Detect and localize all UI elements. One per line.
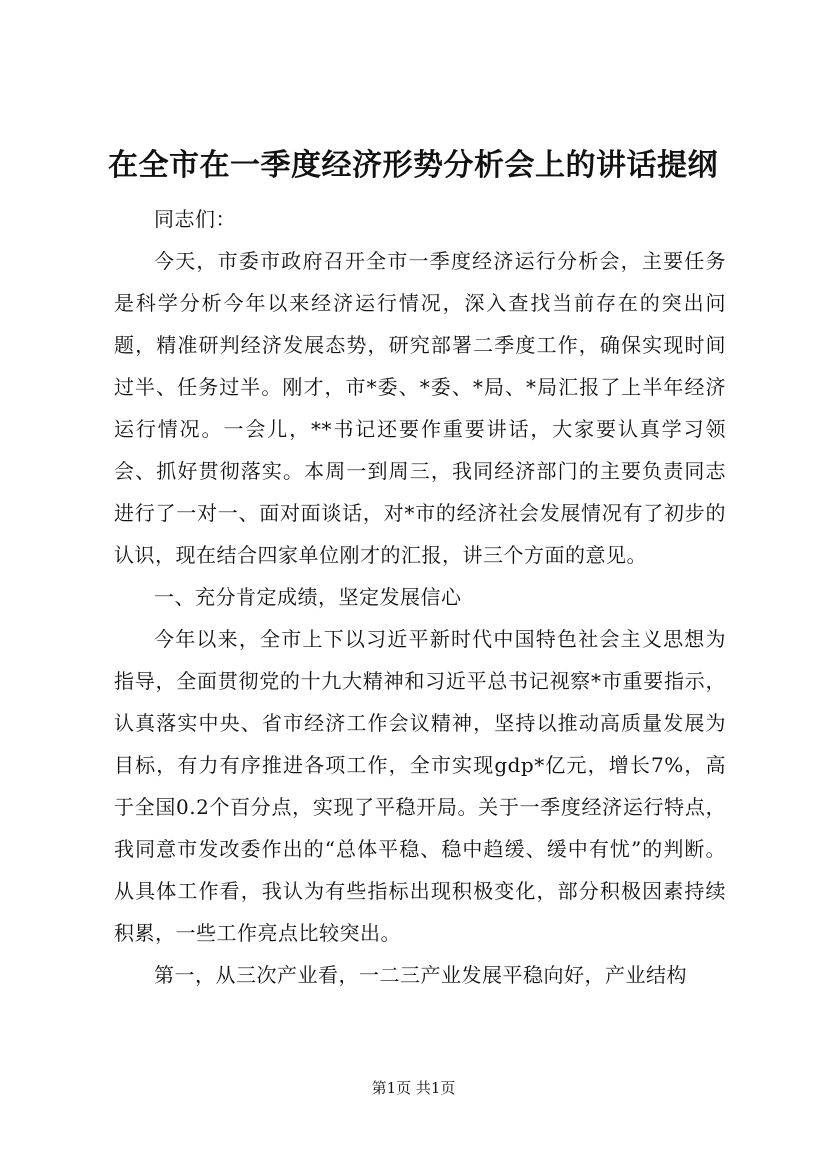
body-paragraph: 今年以来，全市上下以习近平新时代中国特色社会主义思想为指导，全面贯彻党的十九大精神和习近平总书记视察*市重要指示，认真落实中央、省市经济工作会议精神，坚持以推动高质量发展为目标，有力有序推进各项工作，全市实现gdp*亿元，增长7%，高于全国0.2个百分点，实现了平稳开局。关于一季度经济运行特点，我同意市发改委作出的“总体平稳、稳中趋缓、缓中有忧”的判断。从具体工作看，我认为有些指标出现积极变化，部分积极因素持续积累，一些工作亮点比较突出。 xyxy=(114,627,726,945)
salutation-paragraph: 同志们： xyxy=(154,207,236,231)
section-heading: 一、充分肯定成绩，坚定发展信心 xyxy=(154,585,462,609)
body-paragraph: 今天，市委市政府召开全市一季度经济运行分析会，主要任务是科学分析今年以来经济运行情况，深入查找当前存在的突出问题，精准研判经济发展态势，研究部署二季度工作，确保实现时间过半、任务过半。刚才，市*委、*委、*局、*局汇报了上半年经济运行情况。一会儿，**书记还要作重要讲话，大家要认真学习领会、抓好贯彻落实。本周一到周三，我同经济部门的主要负责同志进行了一对一、面对面谈话，对*市的经济社会发展情况有了初步的认识，现在结合四家单位刚才的汇报，讲三个方面的意见。 xyxy=(114,249,726,567)
page-footer: 第1页 共1页 xyxy=(371,1079,456,1097)
body-paragraph: 第一，从三次产业看，一二三产业发展平稳向好，产业结构 xyxy=(154,963,687,987)
document-title: 在全市在一季度经济形势分析会上的讲话提纲 xyxy=(108,148,718,183)
document-body xyxy=(114,198,726,996)
